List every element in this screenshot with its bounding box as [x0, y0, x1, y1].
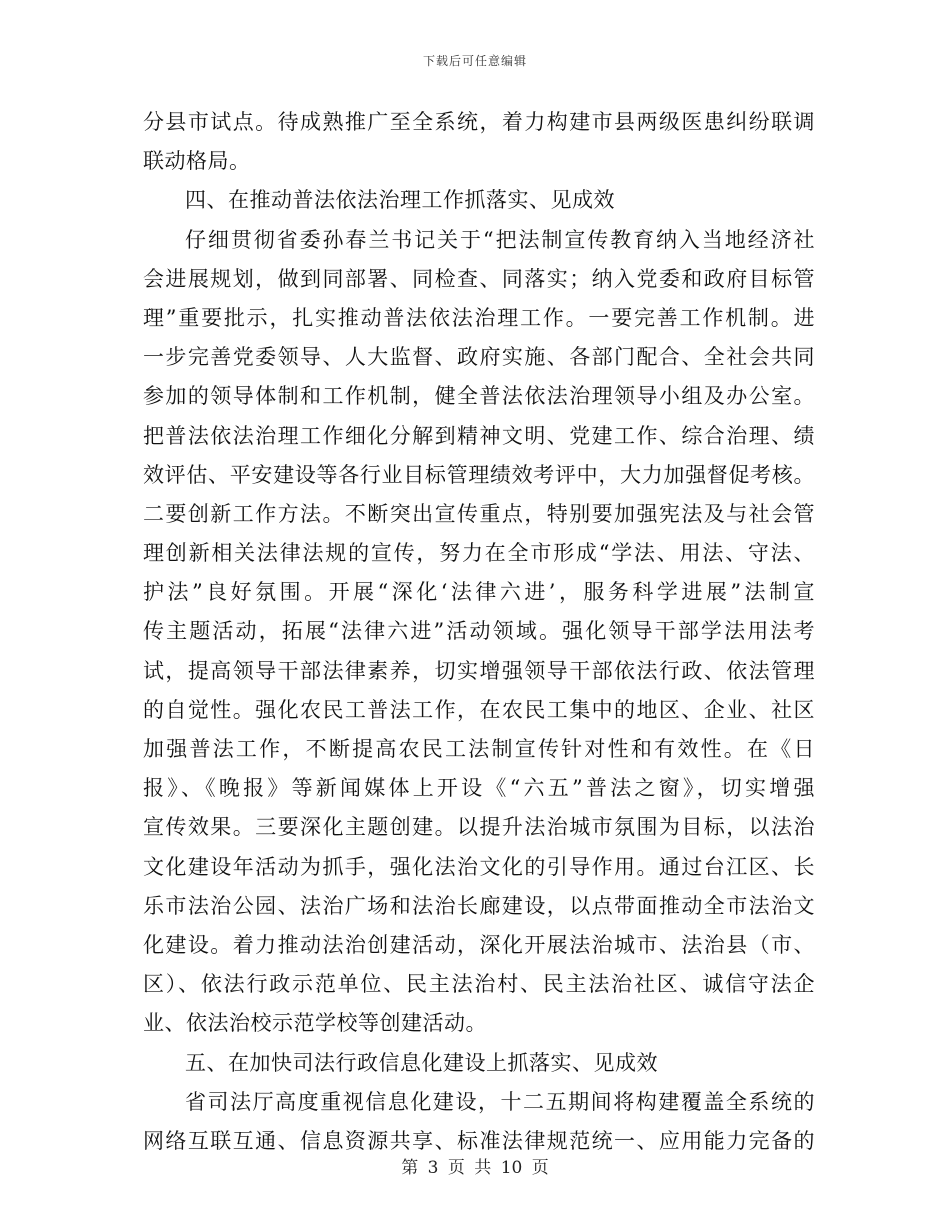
- text-line: 业、依法治校示范学校等创建活动。: [143, 1011, 487, 1036]
- text-line: 把普法依法治理工作细化分解到精神文明、党建工作、综合治理、绩: [143, 423, 815, 448]
- page-footer: 第 3 页 共 10 页: [401, 1158, 549, 1178]
- text-line: 理创新相关法律法规的宣传，努力在全市形成“学法、用法、守法、: [143, 541, 815, 566]
- text-line: 网络互联互通、信息资源共享、标准法律规范统一、应用能力完备的: [143, 1128, 815, 1153]
- text-line: 会进展规划，做到同部署、同检查、同落实；纳入党委和政府目标管: [143, 266, 815, 291]
- text-line: 一步完善党委领导、人大监督、政府实施、各部门配合、全社会共同: [143, 345, 815, 370]
- text-line: 传主题活动，拓展“法律六进”活动领域。强化领导干部学法用法考: [143, 619, 815, 644]
- text-line: 省司法厅高度重视信息化建设，十二五期间将构建覆盖全系统的: [185, 1089, 815, 1114]
- text-line: 五、在加快司法行政信息化建设上抓落实、见成效: [185, 1050, 658, 1075]
- text-line: 联动格局。: [143, 149, 251, 174]
- text-line: 理”重要批示，扎实推动普法依法治理工作。一要完善工作机制。进: [143, 305, 815, 330]
- text-line: 参加的领导体制和工作机制，健全普法依法治理领导小组及办公室。: [143, 384, 815, 409]
- text-line: 乐市法治公园、法治广场和法治长廊建设，以点带面推动全市法治文: [143, 893, 815, 918]
- text-line: 分县市试点。待成熟推广至全系统，着力构建市县两级医患纠纷联调: [143, 110, 815, 134]
- text-line: 文化建设年活动为抓手，强化法治文化的引导作用。通过台江区、长: [143, 854, 815, 879]
- text-line: 试，提高领导干部法律素养，切实增强领导干部依法行政、依法管理: [143, 658, 815, 683]
- text-line: 效评估、平安建设等各行业目标管理绩效考评中，大力加强督促考核。: [143, 462, 815, 487]
- text-line: 的自觉性。强化农民工普法工作，在农民工集中的地区、企业、社区: [143, 697, 815, 722]
- text-line: 区）、依法行政示范单位、民主法治村、民主法治社区、诚信守法企: [143, 972, 815, 997]
- text-line: 护法”良好氛围。开展“深化‘法律六进’，服务科学进展”法制宣: [143, 580, 815, 605]
- text-line: 宣传效果。三要深化主题创建。以提升法治城市氛围为目标，以法治: [143, 815, 815, 840]
- page-header: 下载后可任意编辑: [422, 54, 527, 68]
- document-body: [143, 103, 815, 1161]
- text-line: 仔细贯彻省委孙春兰书记关于“把法制宣传教育纳入当地经济社: [185, 227, 815, 252]
- text-line: 二要创新工作方法。不断突出宣传重点，特别要加强宪法及与社会管: [143, 501, 815, 526]
- text-line: 四、在推动普法依法治理工作抓落实、见成效: [185, 188, 615, 213]
- text-line: 加强普法工作，不断提高农民工法制宣传针对性和有效性。在《日: [143, 737, 815, 761]
- text-line: 化建设。着力推动法治创建活动，深化开展法治城市、法治县（市、: [143, 932, 815, 957]
- text-line: 报》、《晚报》等新闻媒体上开设《“六五”普法之窗》，切实增强: [143, 776, 815, 801]
